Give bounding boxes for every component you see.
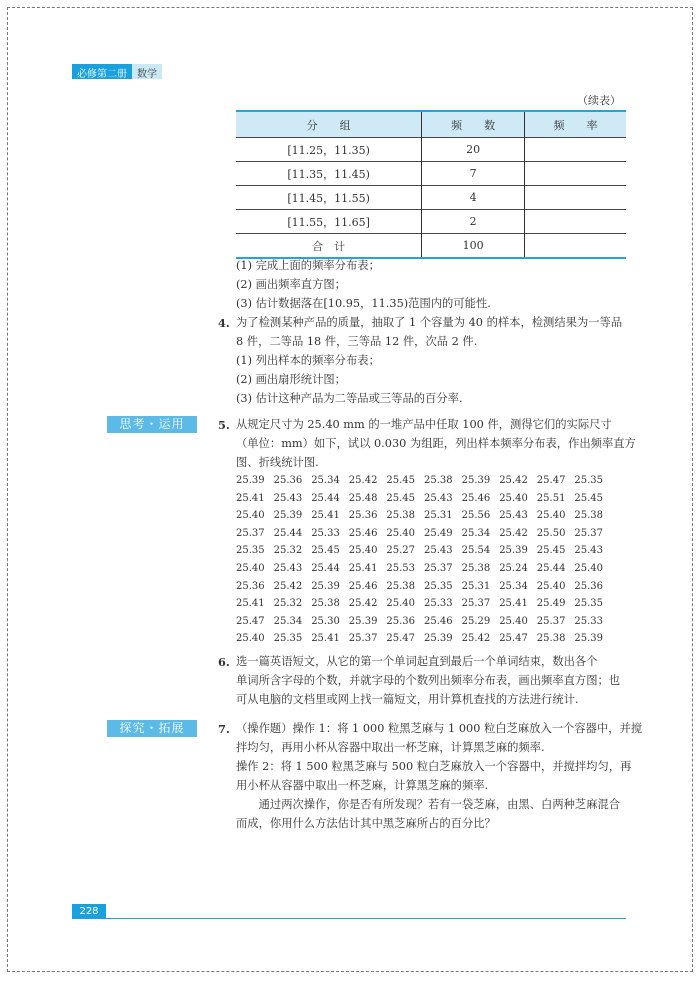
question-line: （操作题）操作 1：将 1 000 粒黑芝麻与 1 000 粒白芝麻放入一个容器中，并搅 [236, 722, 643, 735]
data-value: 25.45 [386, 475, 416, 486]
data-value: 25.40 [386, 527, 416, 539]
data-value: 25.53 [386, 563, 416, 574]
running-header [72, 64, 162, 79]
cell-group: [11.45，11.55) [236, 186, 422, 210]
data-value: 25.37 [536, 615, 566, 627]
frequency-table [236, 110, 626, 259]
data-value: 25.32 [273, 545, 303, 557]
data-value: 25.37 [574, 527, 604, 539]
data-value: 25.41 [236, 492, 265, 504]
data-value: 25.41 [311, 510, 340, 522]
data-value: 25.35 [574, 598, 604, 610]
data-value: 25.42 [273, 580, 303, 592]
data-value: 25.24 [499, 563, 528, 574]
data-value: 25.39 [348, 615, 378, 627]
data-value: 25.50 [536, 527, 566, 539]
data-value: 25.40 [536, 580, 566, 592]
question-part: (1) 完成上面的频率分布表； [236, 259, 380, 272]
table-row [236, 210, 626, 234]
question-line: 8 件，二等品 18 件，三等品 12 件，次品 2 件. [236, 335, 478, 348]
question-line: 而成，你用什么方法估计其中黑芝麻所占的百分比？ [236, 817, 496, 830]
data-value: 25.43 [574, 545, 604, 557]
data-value: 25.43 [273, 492, 303, 504]
data-value: 25.46 [461, 492, 491, 504]
question-line: 选一篇英语短文，从它的第一个单词起直到最后一个单词结束，数出各个 [236, 655, 598, 668]
data-value: 25.33 [574, 615, 604, 627]
data-value: 25.33 [311, 527, 340, 539]
table-row [236, 234, 626, 259]
data-value: 25.42 [461, 633, 491, 645]
data-value: 25.32 [273, 598, 303, 610]
data-value: 25.44 [273, 527, 303, 539]
data-value: 25.43 [424, 545, 453, 557]
data-value: 25.47 [386, 633, 416, 645]
data-value: 25.49 [424, 527, 453, 539]
question-line: 可从电脑的文档里或网上找一篇短文，用计算机查找的方法进行统计. [236, 693, 579, 706]
data-value: 25.41 [499, 598, 528, 610]
data-value: 25.44 [311, 563, 340, 574]
data-value: 25.37 [236, 527, 265, 539]
section-label-think-apply: 思考・运用 [107, 416, 197, 433]
cell-frequency [524, 162, 626, 186]
question-line: 图、折线统计图. [236, 456, 319, 469]
data-value: 25.38 [461, 563, 491, 574]
data-value: 25.40 [236, 633, 265, 645]
data-value: 25.40 [348, 545, 378, 557]
data-value: 25.38 [311, 598, 340, 610]
data-value: 25.40 [499, 492, 528, 504]
question-line: 用小杯从容器中取出一杯芝麻，计算黑芝麻的频率. [236, 779, 489, 792]
data-value: 25.36 [236, 580, 265, 592]
question-line: (3) 估计这种产品为二等品或三等品的百分率. [236, 392, 463, 405]
data-value: 25.35 [236, 545, 265, 557]
cell-frequency [524, 138, 626, 162]
data-value: 25.42 [499, 527, 528, 539]
data-value: 25.46 [348, 527, 378, 539]
data-value: 25.37 [461, 598, 491, 610]
table-continued-label: （续表） [577, 94, 621, 107]
data-value: 25.39 [236, 475, 265, 486]
question-line: 从规定尺寸为 25.40 mm 的一堆产品中任取 100 件，测得它们的实际尺寸 [236, 418, 612, 431]
data-value: 25.31 [424, 510, 453, 522]
data-value: 25.43 [424, 492, 453, 504]
table-row [236, 186, 626, 210]
data-value: 25.34 [461, 527, 491, 539]
question-line: 为了检测某种产品的质量，抽取了 1 个容量为 40 的样本，检测结果为一等品 [236, 316, 623, 329]
data-value: 25.34 [311, 475, 340, 486]
cell-group: [11.25，11.35) [236, 138, 422, 162]
data-value: 25.38 [386, 580, 416, 592]
data-value: 25.40 [386, 598, 416, 610]
data-value: 25.39 [574, 633, 604, 645]
data-value: 25.39 [461, 475, 491, 486]
question-line: 拌均匀，再用小杯从容器中取出一杯芝麻，计算黑芝麻的频率. [236, 741, 545, 754]
data-value: 25.42 [348, 598, 378, 610]
data-value: 25.40 [536, 510, 566, 522]
table-row [236, 138, 626, 162]
question-line: 操作 2：将 1 500 粒黑芝麻与 500 粒白芝麻放入一个容器中，并搅拌均匀，再 [236, 760, 632, 773]
question-line: （单位：mm）如下，试以 0.030 为组距，列出样本频率分布表，作出频率直方 [236, 437, 636, 450]
cell-frequency [524, 234, 626, 259]
cell-count: 4 [422, 186, 525, 210]
data-value: 25.47 [499, 633, 528, 645]
data-value: 25.44 [536, 563, 566, 574]
question-part: (3) 估计数据落在[10.95，11.35)范围内的可能性. [236, 297, 491, 310]
data-value: 25.34 [499, 580, 528, 592]
data-value: 25.41 [348, 563, 378, 574]
data-value: 25.46 [424, 615, 453, 627]
data-value: 25.56 [461, 510, 491, 522]
question-number: 4. [218, 316, 230, 330]
data-value: 25.40 [574, 563, 604, 574]
question-number: 6. [218, 655, 230, 669]
data-value: 25.39 [311, 580, 340, 592]
data-value: 25.43 [273, 563, 303, 574]
table-row [236, 162, 626, 186]
data-value: 25.35 [574, 475, 604, 486]
data-value: 25.29 [461, 615, 491, 627]
data-value: 25.45 [386, 492, 416, 504]
data-value: 25.33 [424, 598, 453, 610]
data-value: 25.47 [236, 615, 265, 627]
data-value: 25.51 [536, 492, 566, 504]
data-value: 25.42 [348, 475, 378, 486]
data-value: 25.36 [273, 475, 303, 486]
data-value: 25.46 [348, 580, 378, 592]
data-value: 25.49 [536, 598, 566, 610]
data-value: 25.38 [574, 510, 604, 522]
question-number: 7. [218, 722, 230, 736]
data-value: 25.34 [273, 615, 303, 627]
data-value: 25.38 [424, 475, 453, 486]
data-value: 25.44 [311, 492, 340, 504]
data-value: 25.35 [424, 580, 453, 592]
data-value: 25.42 [499, 475, 528, 486]
question-number: 5. [218, 418, 230, 432]
book-label: 必修第二册 [72, 64, 132, 79]
page-number: 228 [72, 904, 106, 919]
data-value: 25.45 [311, 545, 340, 557]
section-label-explore-extend: 探究・拓展 [107, 720, 197, 737]
data-value: 25.40 [236, 510, 265, 522]
cell-group: [11.55，11.65] [236, 210, 422, 234]
cell-group: 合 计 [236, 234, 422, 259]
data-value: 25.45 [574, 492, 604, 504]
question-line: 单词所含字母的个数，并就字母的个数列出频率分布表，画出频率直方图；也 [236, 674, 621, 687]
data-value: 25.39 [273, 510, 303, 522]
cell-count: 20 [422, 138, 525, 162]
question-part: (2) 画出频率直方图； [236, 278, 346, 291]
data-value: 25.35 [273, 633, 303, 645]
question-line: (2) 画出扇形统计图； [236, 373, 346, 386]
cell-count: 2 [422, 210, 525, 234]
header-count: 频 数 [422, 111, 525, 138]
subject-label: 数学 [132, 64, 162, 79]
data-value: 25.40 [499, 615, 528, 627]
data-value: 25.37 [348, 633, 378, 645]
data-value: 25.27 [386, 545, 416, 557]
data-value: 25.43 [499, 510, 528, 522]
data-value: 25.39 [499, 545, 528, 557]
header-frequency: 频 率 [524, 111, 626, 138]
header-group: 分 组 [236, 111, 422, 138]
cell-frequency [524, 186, 626, 210]
cell-count: 100 [422, 234, 525, 259]
data-value: 25.48 [348, 492, 378, 504]
table-header-row [236, 111, 626, 138]
data-value: 25.40 [236, 563, 265, 574]
cell-count: 7 [422, 162, 525, 186]
footer-rule [106, 918, 626, 919]
data-value: 25.36 [386, 615, 416, 627]
data-value: 25.30 [311, 615, 340, 627]
data-value: 25.47 [536, 475, 566, 486]
cell-frequency [524, 210, 626, 234]
data-value: 25.36 [574, 580, 604, 592]
data-value: 25.39 [424, 633, 453, 645]
cell-group: [11.35，11.45) [236, 162, 422, 186]
data-value: 25.37 [424, 563, 453, 574]
data-value: 25.45 [536, 545, 566, 557]
question-line: 通过两次操作，你是否有所发现？若有一袋芝麻，由黑、白两种芝麻混合 [236, 798, 621, 811]
data-value: 25.54 [461, 545, 491, 557]
data-value: 25.38 [386, 510, 416, 522]
data-value: 25.41 [236, 598, 265, 610]
data-value: 25.41 [311, 633, 340, 645]
data-value: 25.36 [348, 510, 378, 522]
data-value: 25.38 [536, 633, 566, 645]
question-line: (1) 列出样本的频率分布表； [236, 354, 380, 367]
data-value: 25.31 [461, 580, 491, 592]
